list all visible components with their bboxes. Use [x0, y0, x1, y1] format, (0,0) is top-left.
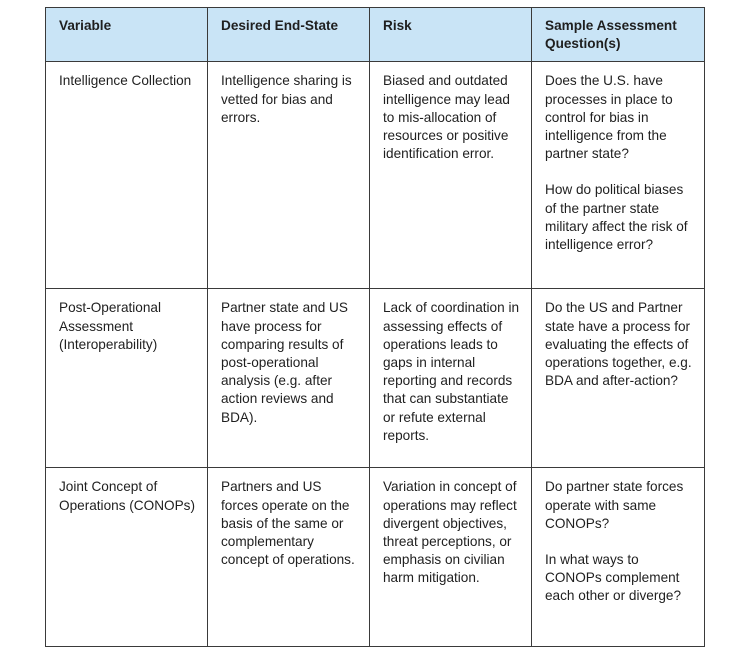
end-state-cell: Partners and US forces operate on the basis of the same or complementary concept of operations.	[208, 468, 370, 647]
header-sample-assessment-questions: Sample Assessment Question(s)	[532, 8, 705, 62]
question-text: In what ways to CONOPs complement each other or diverge?	[545, 552, 682, 604]
questions-cell	[532, 62, 705, 289]
assessment-table-container	[45, 7, 704, 647]
table-header-row	[46, 8, 705, 62]
question-text: How do political biases of the partner state military affect the risk of intelligence error?	[545, 182, 688, 253]
variable-cell: Post-Operational Assessment (Interoperability)	[46, 289, 208, 468]
table-row	[46, 62, 705, 289]
question-text: Do the US and Partner state have a process for evaluating the effects of operations together, e.g. BDA and after-action?	[545, 300, 692, 389]
risk-cell: Lack of coordination in assessing effects of operations leads to gaps in internal reporting and records that can substantiate or refute external reports.	[370, 289, 532, 468]
table-row	[46, 289, 705, 468]
questions-cell	[532, 289, 705, 468]
assessment-table	[45, 7, 705, 647]
header-desired-end-state: Desired End-State	[208, 8, 370, 62]
header-variable: Variable	[46, 8, 208, 62]
question-text: Does the U.S. have processes in place to control for bias in intelligence from the partner state?	[545, 73, 673, 162]
questions-cell	[532, 468, 705, 647]
variable-cell: Intelligence Collection	[46, 62, 208, 289]
risk-cell: Variation in concept of operations may reflect divergent objectives, threat perceptions, or emphasis on civilian harm mitigation.	[370, 468, 532, 647]
end-state-cell: Intelligence sharing is vetted for bias and errors.	[208, 62, 370, 289]
variable-cell: Joint Concept of Operations (CONOPs)	[46, 468, 208, 647]
end-state-cell: Partner state and US have process for comparing results of post-operational analysis (e.g. after action reviews and BDA).	[208, 289, 370, 468]
question-text: Do partner state forces operate with same CONOPs?	[545, 479, 684, 531]
risk-cell: Biased and outdated intelligence may lead to mis-allocation of resources or positive identification error.	[370, 62, 532, 289]
header-risk: Risk	[370, 8, 532, 62]
table-row	[46, 468, 705, 647]
